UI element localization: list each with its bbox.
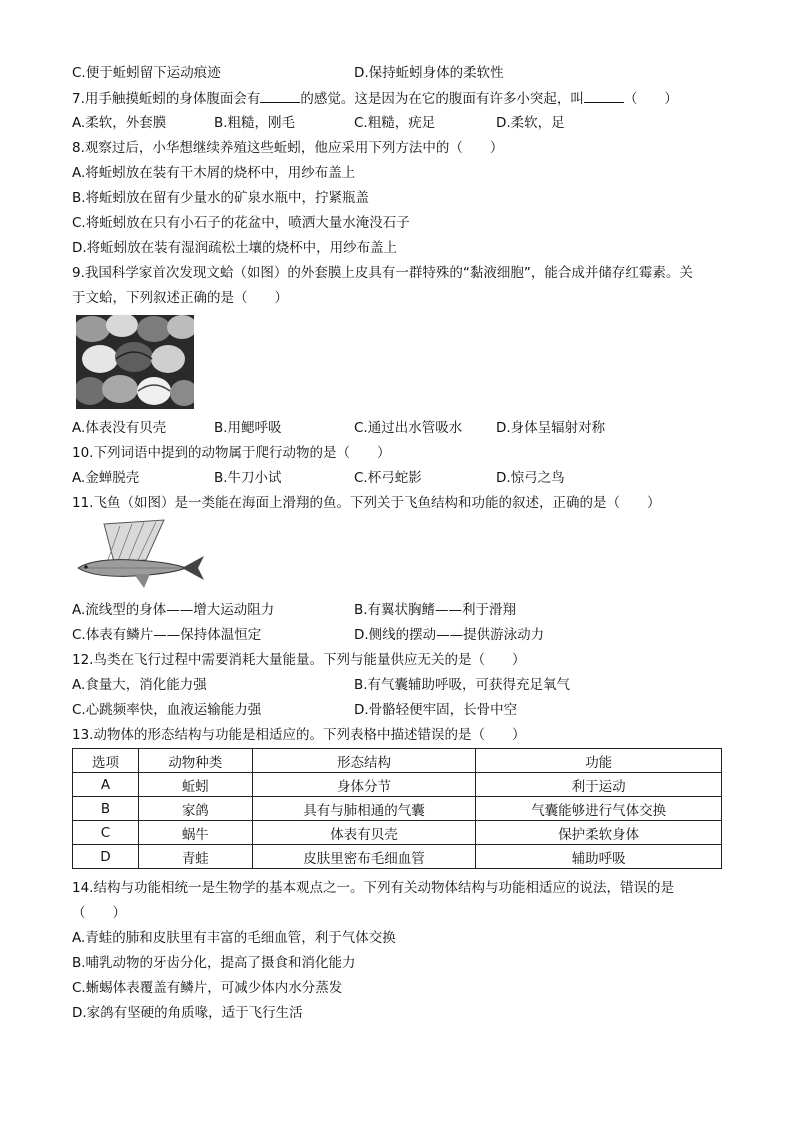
table-row (73, 773, 722, 797)
q12-option-a: A.食量大，消化能力强 (72, 677, 207, 693)
table-row (73, 797, 722, 821)
q13-table (72, 748, 722, 869)
q9-option-a: A.体表没有贝壳 (72, 420, 167, 436)
q12-stem: 12.鸟类在飞行过程中需要消耗大量能量。下列与能量供应无关的是（ ） (72, 652, 526, 668)
q10-option-d: D.惊弓之鸟 (496, 470, 565, 486)
table-cell: C (73, 821, 139, 845)
q9-option-c: C.通过出水管吸水 (354, 420, 463, 436)
q7-option-c: C.粗糙，疣足 (354, 115, 436, 131)
table-cell: 体表有贝壳 (252, 821, 476, 845)
q9-option-d: D.身体呈辐射对称 (496, 420, 606, 436)
table-cell: 身体分节 (252, 773, 476, 797)
table-row (73, 821, 722, 845)
q8-option-d: D.将蚯蚓放在装有湿润疏松土壤的烧杯中，用纱布盖上 (72, 240, 398, 256)
table-cell: 保护柔软身体 (476, 821, 722, 845)
table-cell: 蚯蚓 (138, 773, 252, 797)
q6-option-d: D.保持蚯蚓身体的柔软性 (354, 65, 504, 81)
q14-stem-line-2: （ ） (72, 905, 126, 921)
q7-option-d: D.柔软，足 (496, 115, 565, 131)
table-cell: 气囊能够进行气体交换 (476, 797, 722, 821)
table-header-cell: 动物种类 (138, 749, 252, 773)
table-row (73, 845, 722, 869)
q7-stem (72, 88, 678, 108)
q7-option-b: B.粗糙，刚毛 (214, 115, 296, 131)
table-cell: 家鸽 (138, 797, 252, 821)
q14-option-d: D.家鸽有坚硬的角质喙，适于飞行生活 (72, 1005, 303, 1021)
q14-stem-line-1: 14.结构与功能相统一是生物学的基本观点之一。下列有关动物体结构与功能相适应的说法，错误的是 (72, 880, 674, 896)
q9-option-b: B.用鳃呼吸 (214, 420, 282, 436)
table-cell: 利于运动 (476, 773, 722, 797)
q14-option-a: A.青蛙的肺和皮肤里有丰富的毛细血管，利于气体交换 (72, 930, 396, 946)
table-cell: B (73, 797, 139, 821)
q11-option-a: A.流线型的身体——增大运动阻力 (72, 602, 275, 618)
q9-stem-line-2: 于文蛤，下列叙述正确的是（ ） (72, 290, 288, 306)
table-header-cell: 形态结构 (252, 749, 476, 773)
table-cell: 蜗牛 (138, 821, 252, 845)
q7-stem-part-c: （ ） (623, 91, 678, 107)
q9-stem-line-1: 9.我国科学家首次发现文蛤（如图）的外套膜上皮具有一群特殊的“黏液细胞”，能合成并储存红霉素。关 (72, 265, 693, 281)
q6-option-c: C.便于蚯蚓留下运动痕迹 (72, 65, 221, 81)
q8-stem: 8.观察过后，小华想继续养殖这些蚯蚓，他应采用下列方法中的（ ） (72, 140, 504, 156)
clam-photo (76, 315, 194, 409)
table-cell: D (73, 845, 139, 869)
table-header-cell: 选项 (73, 749, 139, 773)
table-cell: 辅助呼吸 (476, 845, 722, 869)
q10-option-c: C.杯弓蛇影 (354, 470, 422, 486)
q7-option-a: A.柔软，外套膜 (72, 115, 167, 131)
q8-option-a: A.将蚯蚓放在装有干木屑的烧杯中，用纱布盖上 (72, 165, 356, 181)
table-cell: A (73, 773, 139, 797)
q13-stem: 13.动物体的形态结构与功能是相适应的。下列表格中描述错误的是（ ） (72, 727, 526, 743)
q12-option-b: B.有气囊辅助呼吸，可获得充足氧气 (354, 677, 571, 693)
q14-option-b: B.哺乳动物的牙齿分化，提高了摄食和消化能力 (72, 955, 356, 971)
table-cell: 青蛙 (138, 845, 252, 869)
table-cell: 皮肤里密布毛细血管 (252, 845, 476, 869)
table-header-row (73, 749, 722, 773)
q8-option-c: C.将蚯蚓放在只有小石子的花盆中，喷洒大量水淹没石子 (72, 215, 410, 231)
q14-option-c: C.蜥蜴体表覆盖有鳞片，可减少体内水分蒸发 (72, 980, 343, 996)
q10-option-b: B.牛刀小试 (214, 470, 282, 486)
q11-option-c: C.体表有鳞片——保持体温恒定 (72, 627, 262, 643)
q7-blank-2 (584, 88, 624, 103)
q12-option-d: D.骨骼轻便牢固，长骨中空 (354, 702, 518, 718)
table-header-cell: 功能 (476, 749, 722, 773)
q7-stem-part-a: 7.用手触摸蚯蚓的身体腹面会有 (72, 91, 261, 107)
q10-stem: 10.下列词语中提到的动物属于爬行动物的是（ ） (72, 445, 391, 461)
q11-option-b: B.有翼状胸鳍——利于滑翔 (354, 602, 517, 618)
table-cell: 具有与肺相通的气囊 (252, 797, 476, 821)
q12-option-c: C.心跳频率快，血液运输能力强 (72, 702, 262, 718)
q11-stem: 11.飞鱼（如图）是一类能在海面上滑翔的鱼。下列关于飞鱼结构和功能的叙述，正确的是（ ） (72, 495, 661, 511)
q8-option-b: B.将蚯蚓放在留有少量水的矿泉水瓶中，拧紧瓶盖 (72, 190, 370, 206)
q10-option-a: A.金蝉脱壳 (72, 470, 140, 486)
q11-option-d: D.侧线的摆动——提供游泳动力 (354, 627, 545, 643)
flying-fish-figure (74, 516, 208, 594)
q7-blank-1 (260, 88, 300, 103)
q7-stem-part-b: 的感觉。这是因为在它的腹面有许多小突起，叫 (300, 91, 584, 107)
